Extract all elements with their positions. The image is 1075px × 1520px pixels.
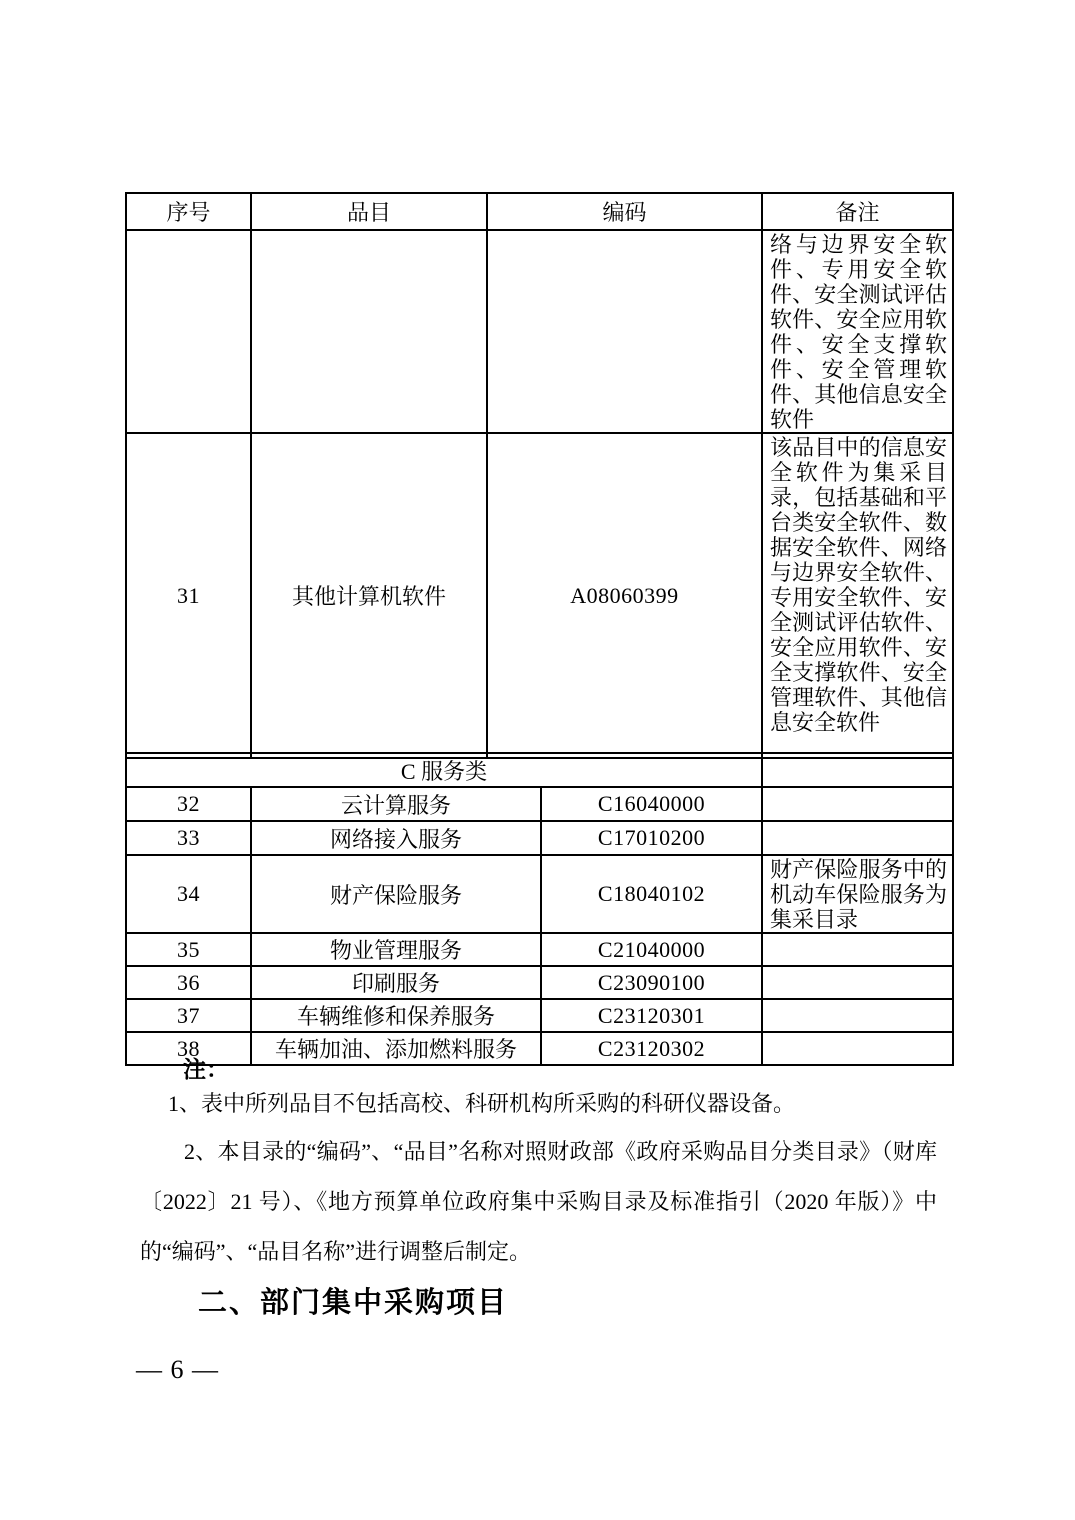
row-34-code-cell: C18040102 bbox=[541, 855, 762, 933]
row-37 bbox=[126, 999, 953, 1032]
carryover-row bbox=[126, 230, 953, 433]
header-cell-remark: 备注 bbox=[762, 193, 953, 230]
header-cell-seq: 序号 bbox=[126, 193, 251, 230]
row-34 bbox=[126, 855, 953, 933]
row-31-seq-cell: 31 bbox=[126, 433, 251, 758]
row-36-seq-cell: 36 bbox=[126, 966, 251, 999]
row-35-code-cell: C21040000 bbox=[541, 933, 762, 966]
row-37-seq-cell: 37 bbox=[126, 999, 251, 1032]
notes-label: 注： bbox=[183, 1057, 229, 1082]
row-34-seq-cell: 34 bbox=[126, 855, 251, 933]
row-32-seq-cell: 32 bbox=[126, 787, 251, 821]
row-35-remark-cell bbox=[762, 933, 953, 966]
row-31 bbox=[126, 433, 953, 758]
row-35 bbox=[126, 933, 953, 966]
row-34-remark-cell: 财产保险服务中的机动车保险服务为集采目录 bbox=[762, 855, 953, 933]
procurement-table-upper bbox=[125, 192, 954, 759]
page-number: — 6 — bbox=[136, 1355, 219, 1384]
row-33-code-cell: C17010200 bbox=[541, 821, 762, 855]
section-c-remark-cell bbox=[762, 753, 953, 787]
row-38-code-cell: C23120302 bbox=[541, 1032, 762, 1065]
row-36-remark-cell bbox=[762, 966, 953, 999]
row-36-code-cell: C23090100 bbox=[541, 966, 762, 999]
row-38-seq-cell: 38 bbox=[126, 1032, 251, 1065]
row-35-item-cell: 物业管理服务 bbox=[251, 933, 541, 966]
notes-section bbox=[140, 1056, 937, 1277]
row-32 bbox=[126, 787, 953, 821]
row-37-remark-cell bbox=[762, 999, 953, 1032]
row-34-item-cell: 财产保险服务 bbox=[251, 855, 541, 933]
row-32-remark-cell bbox=[762, 787, 953, 821]
carryover-seq-cell bbox=[126, 230, 251, 433]
section-heading-part2: 二、部门集中采购项目 bbox=[198, 1287, 509, 1319]
carryover-code-cell bbox=[487, 230, 762, 433]
row-33-remark-cell bbox=[762, 821, 953, 855]
procurement-table-services bbox=[125, 752, 954, 1066]
row-32-code-cell: C16040000 bbox=[541, 787, 762, 821]
table-header-row bbox=[126, 193, 953, 230]
header-cell-item: 品目 bbox=[251, 193, 487, 230]
row-37-item-cell: 车辆维修和保养服务 bbox=[251, 999, 541, 1032]
carryover-item-cell bbox=[251, 230, 487, 433]
row-31-remark-cell: 该品目中的信息安全软件为集采目录，包括基础和平台类安全软件、数据安全软件、网络与边界安全软件、专用安全软件、安全测试评估软件、安全应用软件、安全支撑软件、安全管理软件、其他信息安全软件 bbox=[762, 433, 953, 758]
header-cell-code: 编码 bbox=[487, 193, 762, 230]
carryover-remark-cell: 络与边界安全软件、专用安全软件、安全测试评估软件、安全应用软件、安全支撑软件、安全管理软件、其他信息安全软件 bbox=[762, 230, 953, 433]
note-item-1: 1、表中所列品目不包括高校、科研机构所采购的科研仪器设备。 bbox=[168, 1091, 796, 1116]
row-32-item-cell: 云计算服务 bbox=[251, 787, 541, 821]
row-37-code-cell: C23120301 bbox=[541, 999, 762, 1032]
row-35-seq-cell: 35 bbox=[126, 933, 251, 966]
note-item-2: 2、本目录的“编码”、“品目”名称对照财政部《政府采购品目分类目录》（财库〔2022〕21 号）、《地方预算单位政府集中采购目录及标准指引（2020 年版）》中的“编码”、“品目名称”进行调整后制定。 bbox=[140, 1139, 937, 1264]
row-33-seq-cell: 33 bbox=[126, 821, 251, 855]
section-c-row bbox=[126, 753, 953, 787]
row-31-item-cell: 其他计算机软件 bbox=[251, 433, 487, 758]
row-36-item-cell: 印刷服务 bbox=[251, 966, 541, 999]
row-38-item-cell: 车辆加油、添加燃料服务 bbox=[251, 1032, 541, 1065]
row-36 bbox=[126, 966, 953, 999]
row-33-item-cell: 网络接入服务 bbox=[251, 821, 541, 855]
row-33 bbox=[126, 821, 953, 855]
row-31-code-cell: A08060399 bbox=[487, 433, 762, 758]
section-c-label-cell: C 服务类 bbox=[126, 753, 762, 787]
